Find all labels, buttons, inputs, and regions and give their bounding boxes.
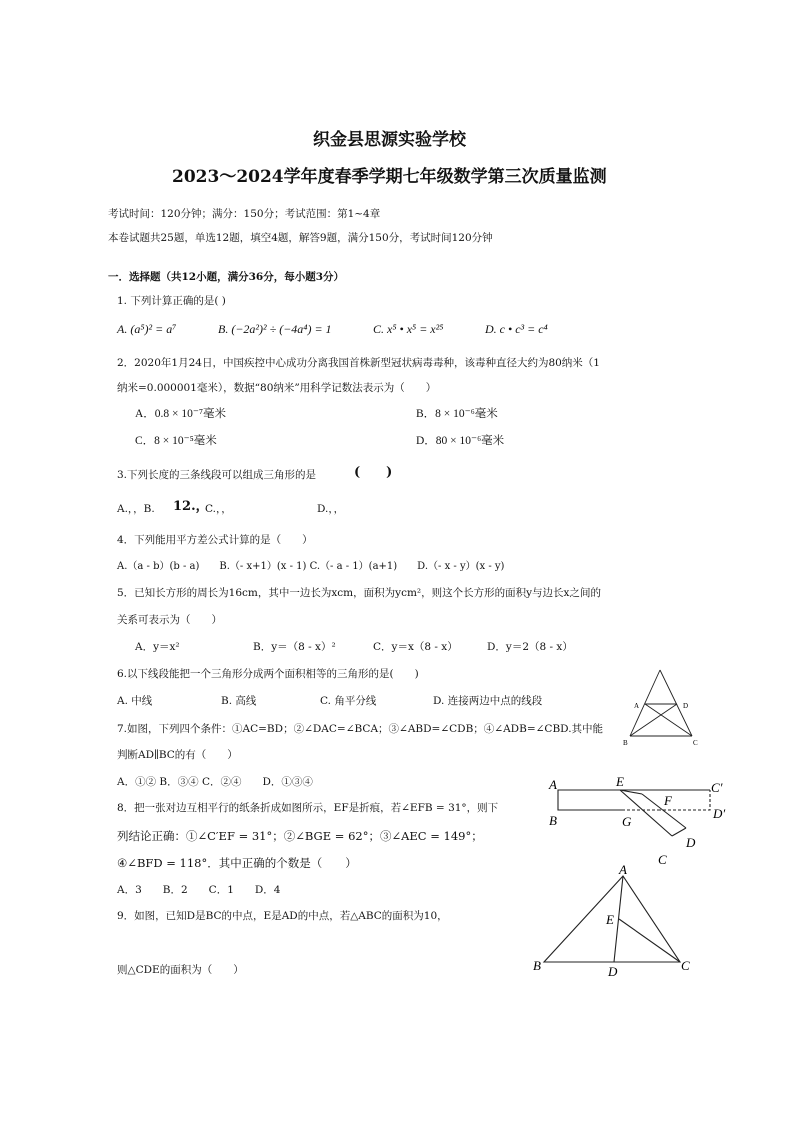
q7-figure	[620, 664, 700, 750]
q8-line-1: 8．把一张对边互相平行的纸条折成如图所示，EF是折痕，若∠EFB = 31°，则下	[117, 802, 499, 814]
q1-option-b: B. (−2a²)² ÷ (−4a⁴) = 1	[218, 322, 332, 336]
q5-option-a: A．y＝x²	[135, 641, 180, 653]
q2-option-d: D．80 × 10⁻⁶毫米	[416, 435, 505, 447]
q3-option-b-value: 12.，	[173, 499, 209, 514]
q9-line-ec	[619, 919, 680, 962]
q7-label-d: D	[683, 702, 689, 710]
q9-label-a: A	[619, 862, 627, 877]
q6-option-c: C. 角平分线	[320, 695, 377, 707]
q1-option-d: D. c • c³ = c⁴	[485, 322, 548, 336]
q5-line-2: 关系可表示为（ ）	[117, 614, 222, 626]
q9-line-ad	[614, 876, 623, 962]
q3-option-a: A.，，B.	[117, 503, 155, 515]
q2-option-b: B．8 × 10⁻⁶毫米	[416, 408, 498, 420]
q7-label-b: B	[623, 739, 628, 747]
q8-options: A．3 B．2 C．1 D．4	[117, 884, 281, 896]
q3-option-d: D.，，	[317, 503, 345, 515]
q6-stem: 6.以下线段能把一个三角形分成两个面积相等的三角形的是( )	[117, 668, 419, 680]
q8-label-e: E	[616, 774, 624, 789]
q1-option-a: A. (a⁵)² = a⁷	[117, 322, 177, 336]
q8-label-b: B	[549, 813, 557, 828]
q2-line-1: 2．2020年1月24日，中国疾控中心成功分离我国首株新型冠状病毒毒种，该毒种直径大约为80纳米（1	[117, 357, 600, 369]
q5-line-1: 5．已知长方形的周长为16cm，其中一边长为xcm，面积为ycm²，则这个长方形的面积y与边长x之间的	[117, 587, 601, 599]
q9-line-1: 9．如图，已知D是BC的中点，E是AD的中点，若△ABC的面积为10，	[117, 910, 448, 922]
section-title: 一．选择题（共12小题，满分36分，每小题3分）	[108, 271, 345, 283]
q7-label-c: C	[693, 739, 698, 747]
q7-label-a: A	[634, 702, 640, 710]
q1-stem: 1. 下列计算正确的是( )	[117, 295, 226, 307]
q7-line-1: 7.如图，下列四个条件：①AC=BD；②∠DAC=∠BCA；③∠ABD=∠CDB；④∠ADB=∠CBD.其中能	[117, 723, 604, 735]
q2-line-2: 纳米=0.000001毫米），数据“80纳米”用科学记数法表示为（ ）	[117, 382, 437, 394]
q8-line-3: ④∠BFD = 118°．其中正确的个数是（ ）	[117, 856, 357, 870]
q9-line-2: 则△CDE的面积为（ ）	[117, 964, 244, 976]
q8-label-a: A	[549, 777, 557, 792]
exam-title: 2023～2024学年度春季学期七年级数学第三次质量监测	[172, 167, 607, 187]
q8-line-2: 列结论正确：①∠C′EF = 31°；②∠BGE = 62°；③∠AEC = 149°；	[117, 829, 483, 843]
q2-option-c: C．8 × 10⁻⁵毫米	[135, 435, 217, 447]
q9-label-c: C	[681, 958, 690, 973]
q6-option-a: A. 中线	[117, 695, 153, 707]
q9-label-d: D	[608, 964, 618, 979]
q9-label-b: B	[533, 958, 541, 973]
q4-options: A.（a - b）(b - a) B.（- x+1）(x - 1) C.（- a - 1）(a+1) D.（- x - y）(x - y)	[117, 561, 505, 572]
q3-paren: ( )	[354, 465, 393, 480]
q8-label-d-prime: D′	[713, 806, 726, 821]
q8-label-d: D	[686, 835, 696, 850]
q8-label-g: G	[622, 814, 632, 829]
q5-option-b: B．y＝（8 - x）²	[253, 641, 336, 653]
q8-label-c: C	[658, 852, 667, 867]
q7-line-2: 判断AD∥BC的有（ ）	[117, 749, 238, 761]
q8-figure	[544, 772, 744, 867]
q6-option-d: D. 连接两边中点的线段	[433, 695, 543, 707]
q4-stem: 4．下列能用平方差公式计算的是（ ）	[117, 534, 313, 546]
q5-option-c: C．y＝x（8 - x）	[373, 641, 458, 653]
exam-info-line-2: 本卷试题共25题，单选12题，填空4题，解答9题，满分150分，考试时间120分钟	[108, 232, 493, 244]
q9-label-e: E	[606, 912, 614, 927]
q8-label-c-prime: C′	[711, 780, 723, 795]
q9-figure	[530, 862, 700, 978]
q3-stem: 3.下列长度的三条线段可以组成三角形的是	[117, 469, 317, 481]
exam-info-line-1: 考试时间：120分钟；满分：150分；考试范围：第1~4章	[108, 208, 381, 220]
q1-option-c: C. x⁵ • x⁵ = x²⁵	[373, 322, 444, 336]
q5-option-d: D．y＝2（8 - x）	[487, 641, 573, 653]
q7-options: A．①② B．③④ C．②④ D．①③④	[117, 776, 313, 788]
q3-option-c: C.，，	[205, 503, 232, 515]
q2-option-a: A．0.8 × 10⁻⁷毫米	[135, 408, 226, 420]
school-title: 织金县思源实验学校	[313, 130, 466, 150]
q8-folded-end	[672, 828, 686, 836]
q8-label-f: F	[664, 793, 672, 808]
q6-option-b: B. 高线	[221, 695, 257, 707]
